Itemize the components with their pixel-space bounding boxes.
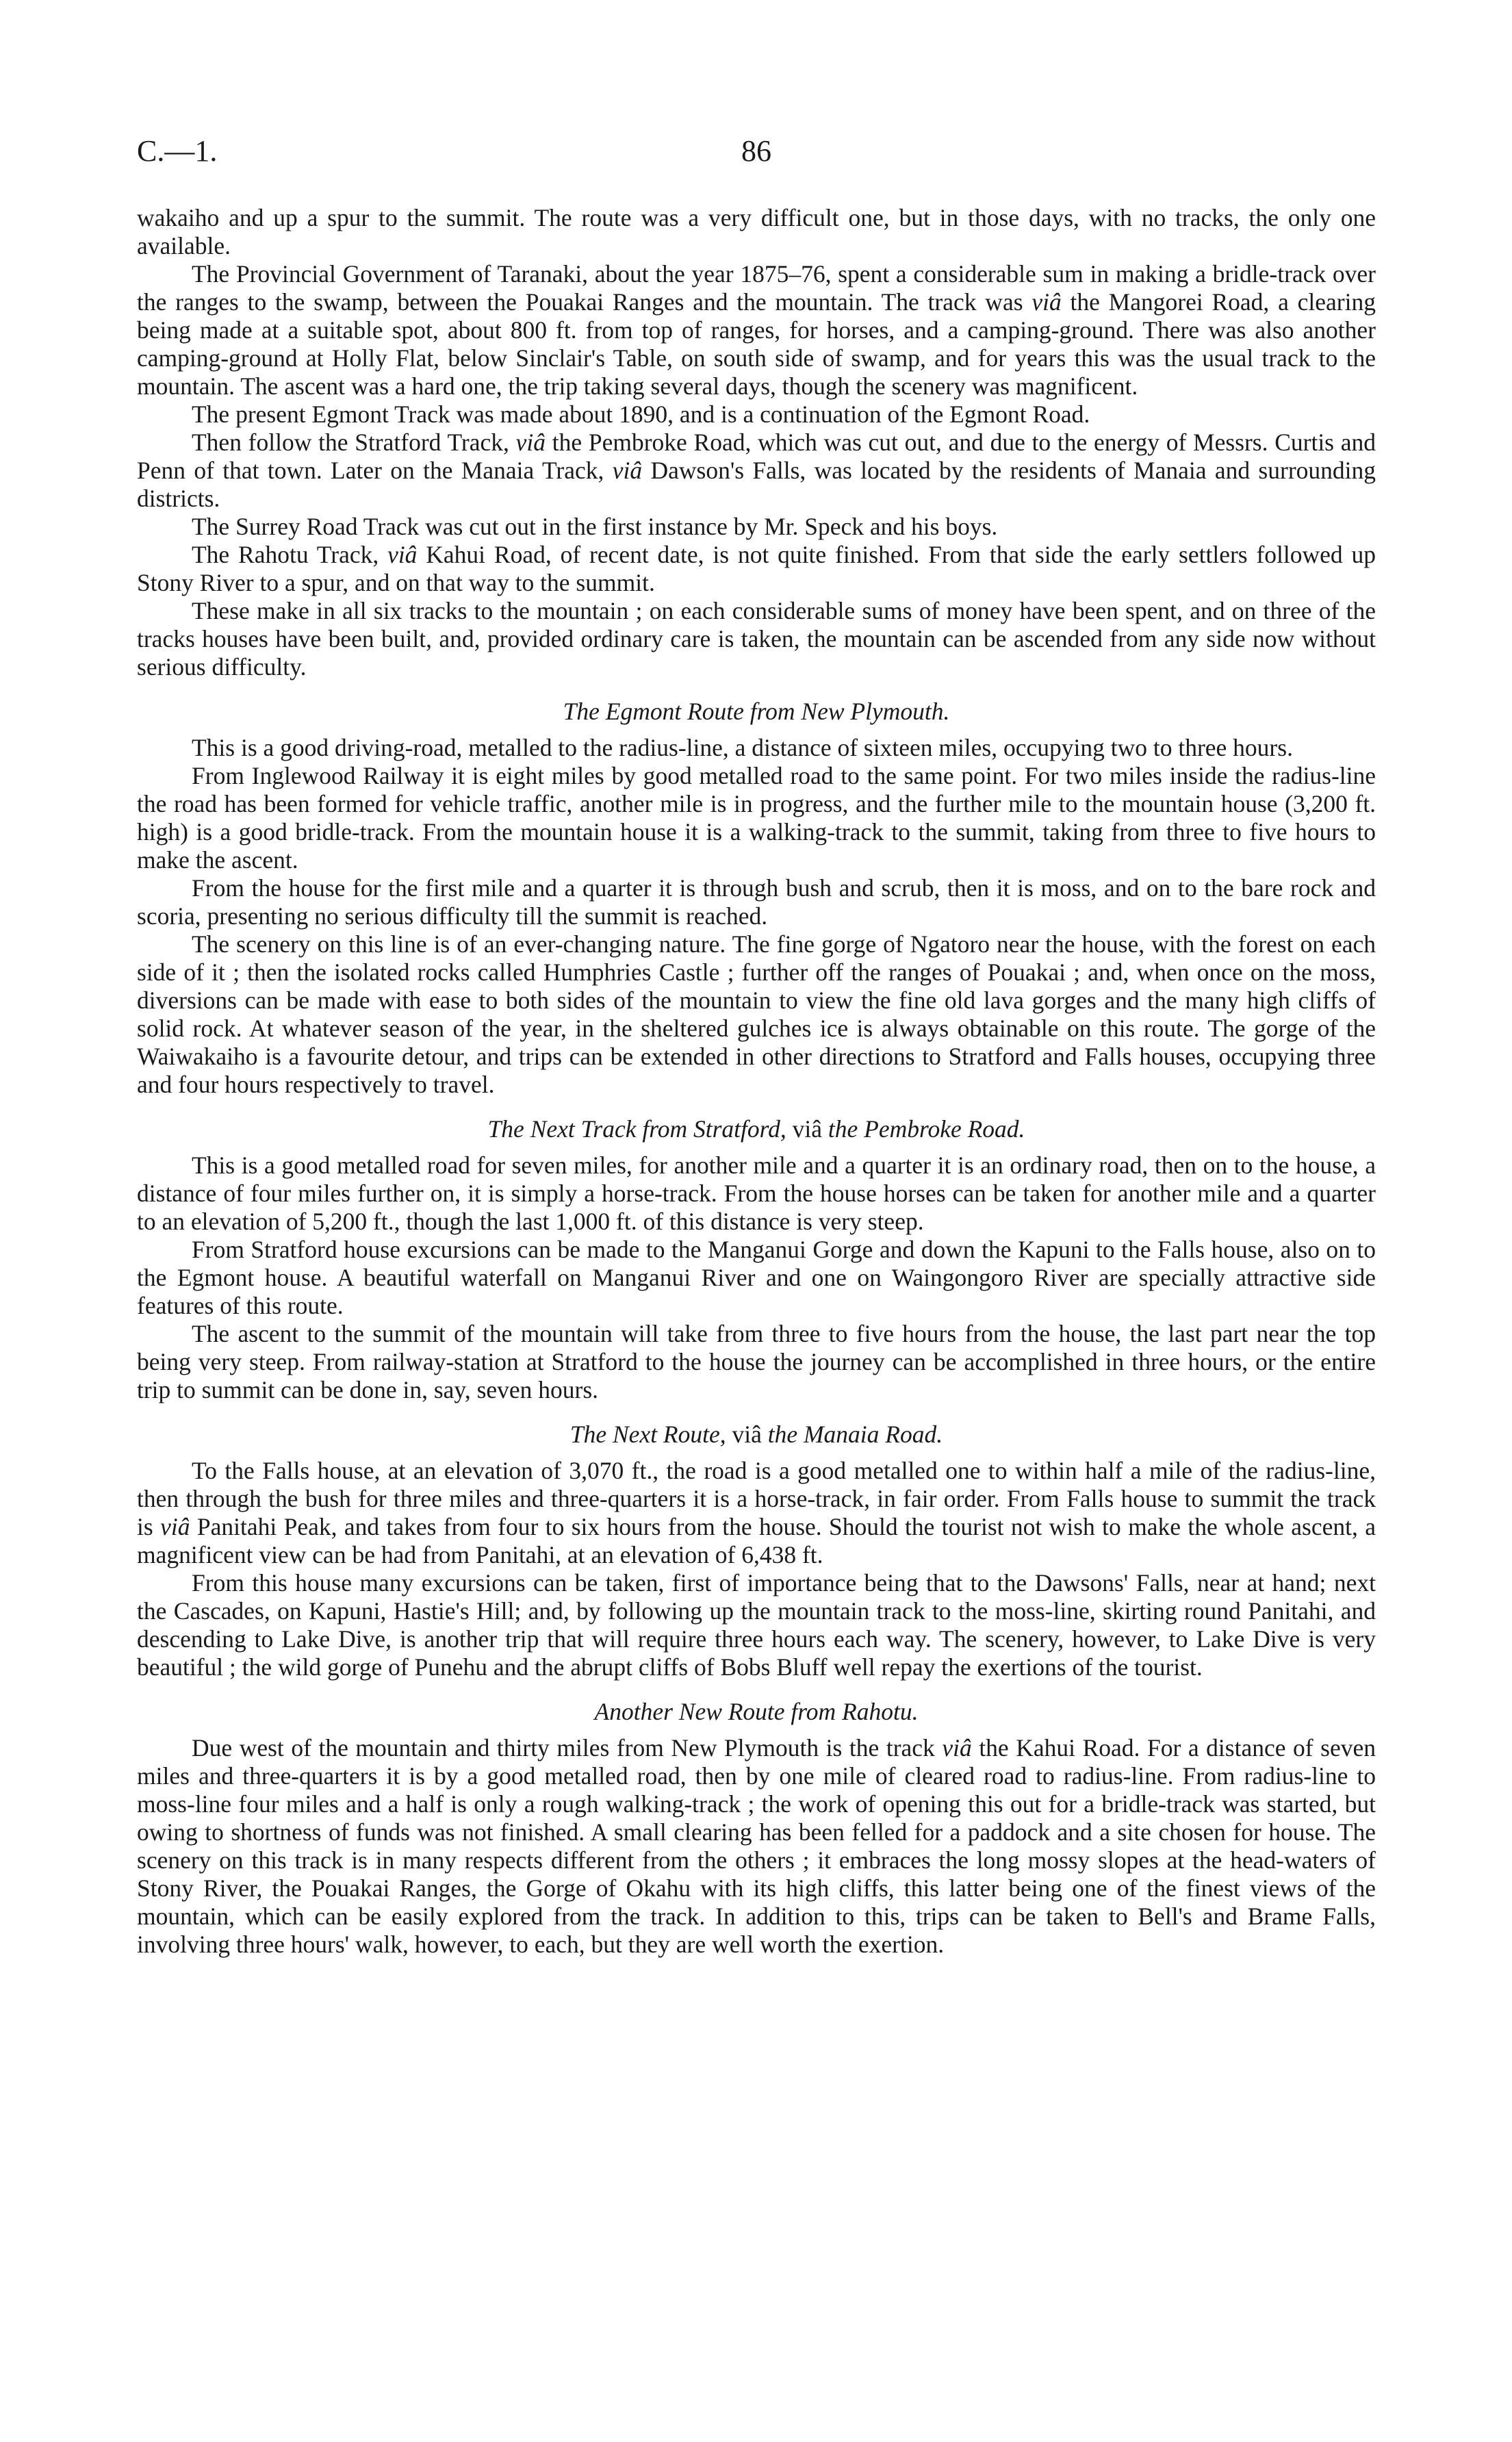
paragraph: Then follow the Stratford Track, viâ the Pembroke Road, which was cut out, and due to the energy of Messrs. Curtis and Penn of that town. Later on the Manaia Track, viâ Dawson's Falls, was located by the residents of Manaia and surrounding districts. bbox=[137, 429, 1376, 512]
heading-part: viâ bbox=[792, 1115, 823, 1143]
latin-via: viâ bbox=[160, 1513, 190, 1540]
latin-via: viâ bbox=[515, 429, 546, 456]
document-body bbox=[137, 204, 1376, 1959]
page-number: 86 bbox=[741, 134, 771, 168]
paragraph: The Surrey Road Track was cut out in the first instance by Mr. Speck and his boys. bbox=[192, 513, 998, 540]
heading-part: the Pembroke Road. bbox=[828, 1115, 1025, 1143]
paragraph: The present Egmont Track was made about 1890, and is a continuation of the Egmont Road. bbox=[192, 400, 1090, 428]
paragraph: To the Falls house, at an elevation of 3,070 ft., the road is a good metalled one to within half a mile of the radius-line, then through the bush for three miles and three-quarters it is a horse-track, in fair order. From Falls house to summit the track is viâ Panitahi Peak, and takes from four to six hours from the house. Should the tourist not wish to make the whole ascent, a magnificent view can be had from Panitahi, at an elevation of 6,438 ft. bbox=[137, 1457, 1376, 1568]
paragraph: This is a good metalled road for seven miles, for another mile and a quarter it is an ordinary road, then on to the house, a distance of four miles further on, it is simply a horse-track. From the house horses can be taken for another mile and a quarter to an elevation of 5,200 ft., though the last 1,000 ft. of this distance is very steep. bbox=[137, 1152, 1376, 1235]
heading-part: The Next Route, bbox=[569, 1421, 726, 1448]
paragraph: The Rahotu Track, viâ Kahui Road, of recent date, is not quite finished. From that side the early settlers followed up Stony River to a spur, and on that way to the summit. bbox=[137, 541, 1376, 596]
latin-via: viâ bbox=[1032, 288, 1062, 316]
heading-part: The Next Track from Stratford, bbox=[487, 1115, 786, 1143]
section-heading-stratford bbox=[137, 1115, 1376, 1143]
paragraph: From this house many excursions can be taken, first of importance being that to the Dawsons' Falls, near at hand; next the Cascades, on Kapuni, Hastie's Hill; and, by following up the mountain track to the moss-line, skirting round Panitahi, and descending to Lake Dive, is another trip that will require three hours each way. The scenery, however, to Lake Dive is very beautiful ; the wild gorge of Punehu and the abrupt cliffs of Bobs Bluff well repay the exertions of the tourist. bbox=[137, 1569, 1376, 1681]
heading-part: viâ bbox=[732, 1421, 762, 1448]
paragraph: The scenery on this line is of an ever-changing nature. The fine gorge of Ngatoro near the house, with the forest on each side of it ; then the isolated rocks called Humphries Castle ; further off the ranges of Pouakai ; and, when once on the moss, diversions can be made with ease to both sides of the mountain to view the fine old lava gorges and the many high cliffs of solid rock. At whatever season of the year, in the sheltered gulches ice is always obtainable on this route. The gorge of the Waiwakaiho is a favourite detour, and trips can be extended in other directions to Stratford and Falls houses, occupying three and four hours respectively to travel. bbox=[137, 930, 1376, 1098]
section-heading-manaia bbox=[137, 1421, 1376, 1449]
paragraph: These make in all six tracks to the mountain ; on each considerable sums of money have been spent, and on three of the tracks houses have been built, and, provided ordinary care is taken, the mountain can be ascended from any side now without serious difficulty. bbox=[137, 597, 1376, 681]
section-heading-egmont: The Egmont Route from New Plymouth. bbox=[563, 698, 950, 725]
document-code: C.—1. bbox=[137, 134, 218, 168]
section-heading-rahotu: Another New Route from Rahotu. bbox=[594, 1698, 919, 1725]
page-header bbox=[137, 133, 1376, 181]
heading-part: the Manaia Road. bbox=[767, 1421, 943, 1448]
paragraph: The Provincial Government of Taranaki, about the year 1875–76, spent a considerable sum in making a bridle-track over the ranges to the swamp, between the Pouakai Ranges and the mountain. The track was viâ the Mangorei Road, a clearing being made at a suitable spot, about 800 ft. from top of ranges, for horses, and a camping-ground. There was also another camping-ground at Holly Flat, below Sinclair's Table, on south side of swamp, and for years this was the usual track to the mountain. The ascent was a hard one, the trip taking several days, though the scenery was magnificent. bbox=[137, 260, 1376, 400]
paragraph: This is a good driving-road, metalled to the radius-line, a distance of sixteen miles, occupying two to three hours. bbox=[192, 734, 1293, 761]
latin-via: viâ bbox=[387, 541, 418, 568]
paragraph: Due west of the mountain and thirty miles from New Plymouth is the track viâ the Kahui Road. For a distance of seven miles and three-quarters it is by a good metalled road, then by one mile of cleared road to radius-line. From radius-line to moss-line four miles and a half is only a rough walking-track ; the work of opening this out for a bridle-track was started, but owing to shortness of funds was not finished. A small clearing has been felled for a paddock and a site chosen for house. The scenery on this track is in many respects different from the others ; it embraces the long mossy slopes at the head-waters of Stony River, the Pouakai Ranges, the Gorge of Okahu with its high cliffs, this latter being one of the finest views of the mountain, which can be easily explored from the track. In addition to this, trips can be taken to Bell's and Brame Falls, involving three hours' walk, however, to each, but they are well worth the exertion. bbox=[137, 1734, 1376, 1958]
latin-via: viâ bbox=[612, 457, 643, 484]
paragraph: wakaiho and up a spur to the summit. The route was a very difficult one, but in those days, with no tracks, the only one available. bbox=[137, 204, 1376, 259]
paragraph: From Stratford house excursions can be made to the Manganui Gorge and down the Kapuni to the Falls house, also on to the Egmont house. A beautiful waterfall on Manganui River and one on Waingongoro River are specially attractive side features of this route. bbox=[137, 1236, 1376, 1319]
paragraph: From Inglewood Railway it is eight miles by good metalled road to the same point. For two miles inside the radius-line the road has been formed for vehicle traffic, another mile is in progress, and the further mile to the mountain house (3,200 ft. high) is a good bridle-track. From the mountain house it is a walking-track to the summit, taking from three to five hours to make the ascent. bbox=[137, 762, 1376, 874]
paragraph: From the house for the first mile and a quarter it is through bush and scrub, then it is moss, and on to the bare rock and scoria, presenting no serious difficulty till the summit is reached. bbox=[137, 874, 1376, 930]
paragraph: The ascent to the summit of the mountain will take from three to five hours from the house, the last part near the top being very steep. From railway-station at Stratford to the house the journey can be accomplished in three hours, or the entire trip to summit can be done in, say, seven hours. bbox=[137, 1320, 1376, 1403]
latin-via: viâ bbox=[942, 1734, 972, 1761]
